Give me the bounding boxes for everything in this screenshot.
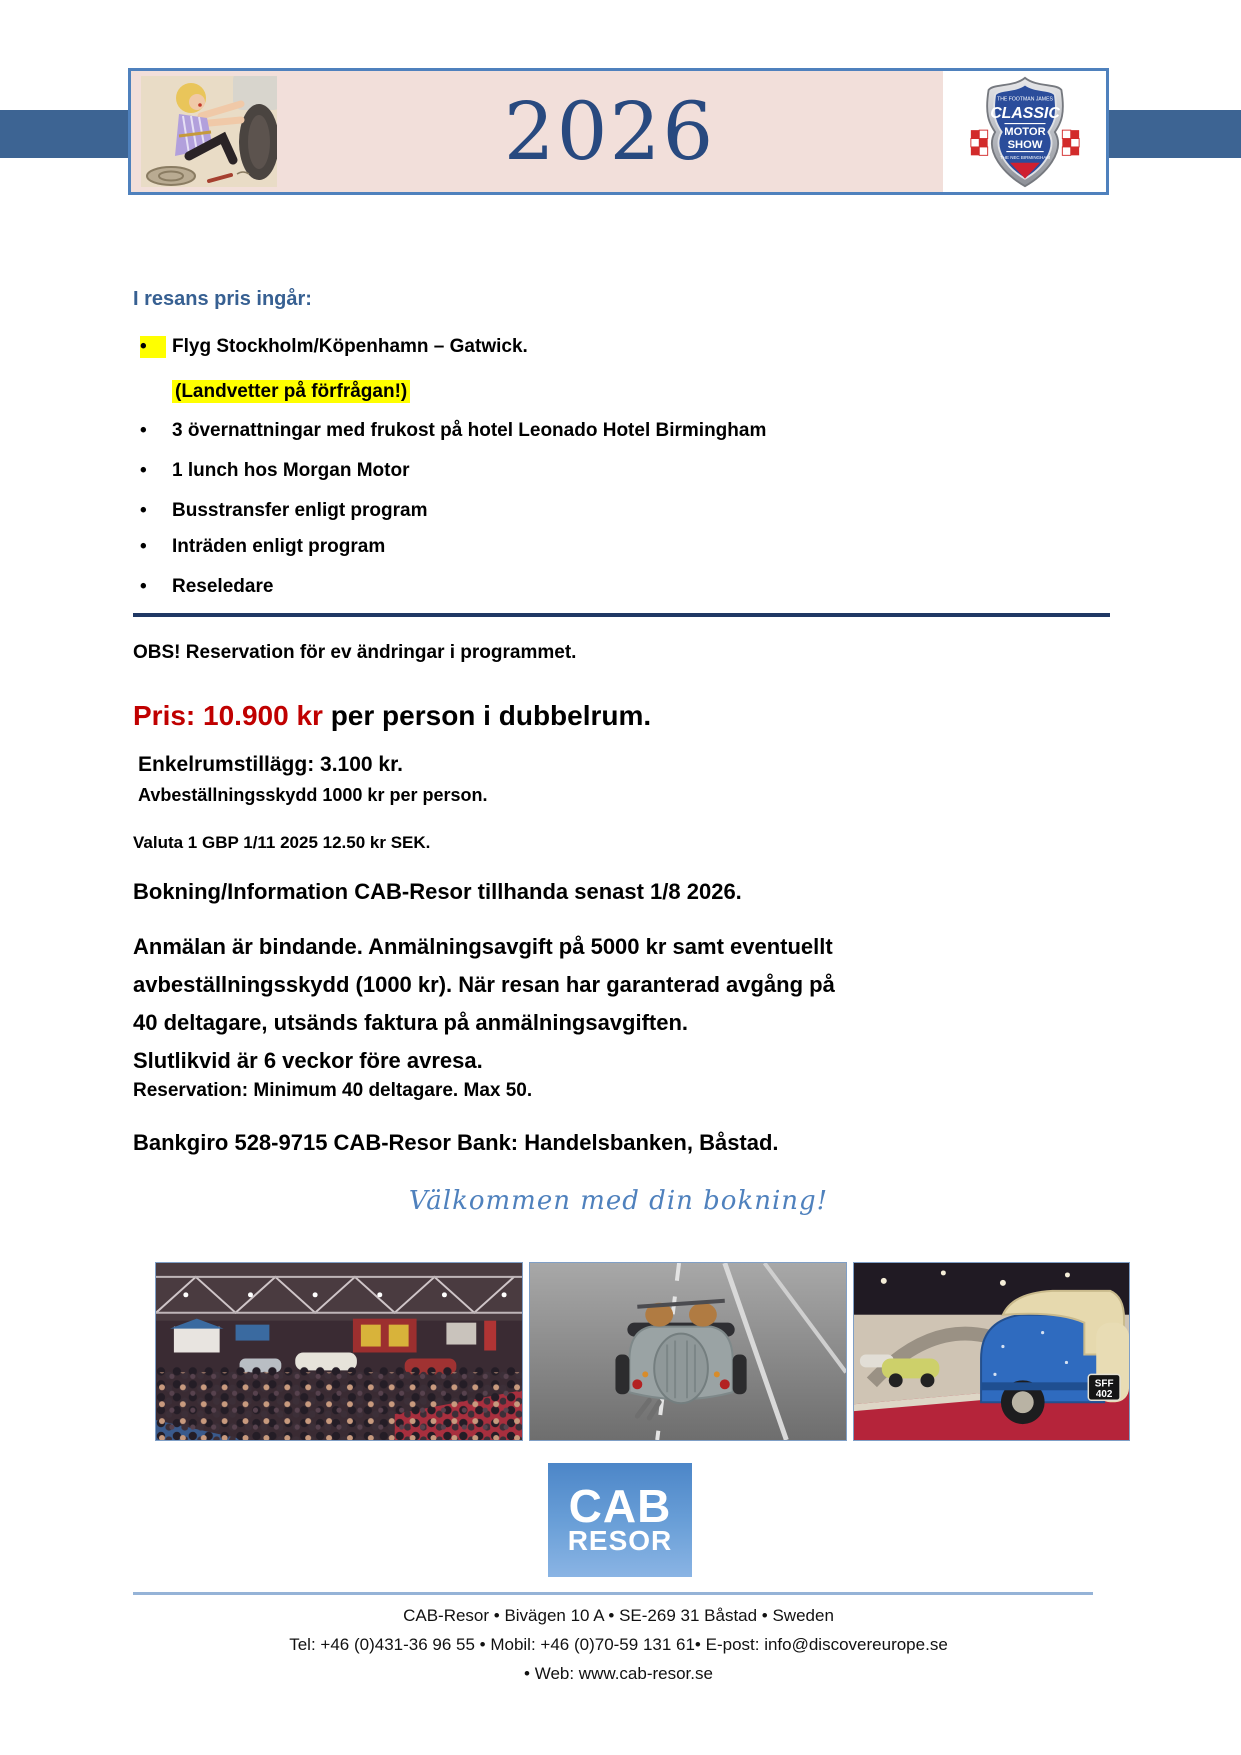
pinup-illustration (141, 76, 277, 187)
running-board (981, 1382, 1104, 1390)
bullet: • (140, 460, 147, 481)
footer-divider (133, 1592, 1093, 1595)
museum-display-illustration (854, 1263, 1129, 1440)
footer-contact: Tel: +46 (0)431-36 96 55 • Mobil: +46 (0)70-59 131 61• E-post: info@discovereurope.se (289, 1635, 948, 1654)
bullet-highlighted: • (140, 336, 166, 358)
logo-classic-text: CLASSIC (989, 104, 1060, 122)
price-amount: Pris: 10.900 kr (133, 700, 323, 731)
wheel-hub (1012, 1391, 1034, 1413)
list-item (140, 460, 410, 482)
highlighted-note: (Landvetter på förfrågan!) (172, 380, 410, 403)
logo-motor-text: MOTOR (1003, 125, 1046, 138)
footer (128, 1601, 1109, 1688)
pinup-mechanic-image (141, 76, 277, 187)
terms-line: Anmälan är bindande. Anmälningsavgift på 5000 kr samt eventuellt (133, 934, 833, 959)
crowd-heads (156, 1372, 522, 1440)
booking-deadline: Bokning/Information CAB-Resor tillhanda senast 1/8 2026. (133, 879, 742, 904)
list-item (140, 536, 385, 558)
list-item-label: 1 lunch hos Morgan Motor (172, 460, 410, 481)
logo-bottom-text: THE NEC BIRMINGHAM (999, 154, 1050, 160)
terms-line: Slutlikvid är 6 veckor före avresa. (133, 1048, 483, 1073)
welcome-message: Välkommen med din bokning! (408, 1186, 829, 1216)
photo-morgan-roadster (529, 1262, 847, 1441)
terms-line: 40 deltagare, utsänds faktura på anmälningsavgiften. (133, 1010, 689, 1035)
spare-wheel-cover (654, 1334, 708, 1404)
photo-museum-display (853, 1262, 1130, 1441)
hubcap (147, 167, 195, 185)
tan-seat (689, 1303, 717, 1327)
list-item-label: Busstransfer enligt program (172, 500, 428, 521)
photo-motor-show-crowd (155, 1262, 523, 1441)
terms-paragraph (133, 928, 835, 1080)
plate-line1: SFF (1094, 1378, 1114, 1390)
morgan-on-road-illustration (530, 1263, 846, 1440)
list-item-label: 3 övernattningar med frukost på hotel Leonado Hotel Birmingham (172, 420, 767, 441)
footer-web: • Web: www.cab-resor.se (524, 1664, 713, 1683)
cab-logo-line2: RESOR (567, 1525, 673, 1556)
currency-note: Valuta 1 GBP 1/11 2025 12.50 kr SEK. (133, 833, 431, 852)
white-tent (174, 1327, 220, 1353)
obs-note: OBS! Reservation för ev ändringar i programmet. (133, 642, 577, 663)
list-item-label: Flyg Stockholm/Köpenhamn – Gatwick. (172, 336, 528, 357)
exhibition-hall-illustration (156, 1263, 522, 1440)
cab-logo-line1: CAB (568, 1480, 672, 1532)
rear-wheel (733, 1354, 747, 1394)
included-heading: I resans pris ingår: (133, 288, 312, 310)
price-suffix: per person i dubbelrum. (322, 700, 652, 731)
rear-wheel (615, 1354, 629, 1394)
taillight (632, 1379, 642, 1389)
list-item (140, 500, 428, 522)
bankgiro-line: Bankgiro 528-9715 CAB-Resor Bank: Handelsbanken, Båstad. (133, 1130, 779, 1155)
checkered-flag-left (970, 130, 987, 155)
bullet: • (140, 536, 147, 557)
classic-motor-show-logo (943, 71, 1106, 192)
terms-line: avbeställningsskydd (1000 kr). När resan har garanterad avgång på (133, 972, 835, 997)
face (189, 94, 205, 110)
cancellation-protection: Avbeställningsskydd 1000 kr per person. (138, 785, 488, 805)
logo-top-text: THE FOOTMAN JAMES (996, 95, 1053, 102)
section-divider (133, 613, 1110, 617)
shield-logo (969, 75, 1081, 189)
list-item (140, 576, 273, 598)
blue-sign (236, 1325, 270, 1341)
reservation-note: Reservation: Minimum 40 deltagare. Max 50. (133, 1080, 533, 1101)
taillight (720, 1379, 730, 1389)
checkered-flag-right (1062, 130, 1079, 155)
list-item-label: Reseledare (172, 576, 274, 597)
list-item (140, 336, 528, 358)
logo-show-text: SHOW (1007, 138, 1042, 151)
banner-year: 2026 (503, 85, 716, 178)
list-item-label: Inträden enligt program (172, 536, 386, 557)
bullet: • (140, 500, 147, 521)
price-line (133, 700, 651, 732)
plate-line2: 402 (1095, 1389, 1113, 1401)
bullet: • (140, 420, 147, 441)
cab-resor-logo (548, 1463, 692, 1577)
banner (128, 68, 1109, 195)
footer-address: CAB-Resor • Bivägen 10 A • SE-269 31 Båstad • Sweden (403, 1606, 834, 1625)
single-supplement: Enkelrumstillägg: 3.100 kr. (138, 753, 403, 776)
list-item-note (172, 381, 410, 403)
bullet: • (140, 576, 147, 597)
list-item (140, 420, 766, 442)
